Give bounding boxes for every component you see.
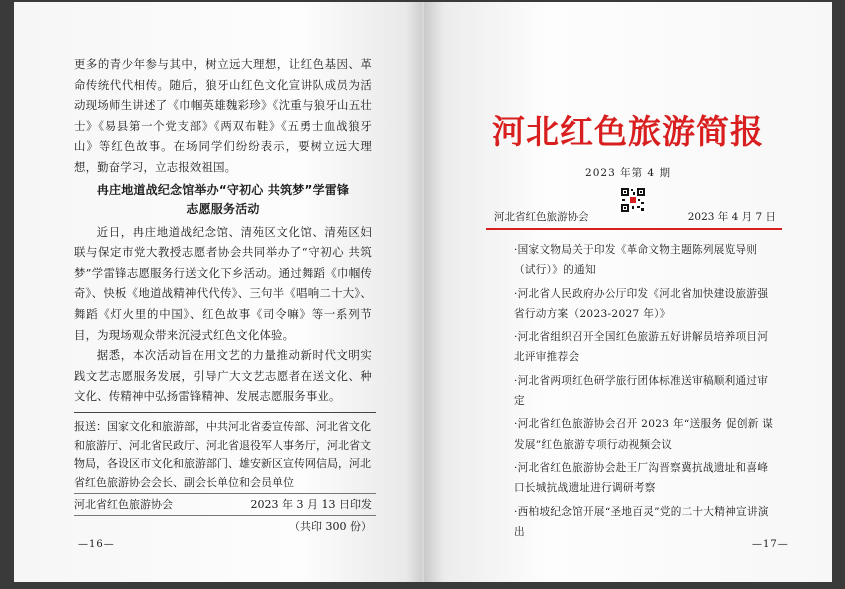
print-info-row bbox=[74, 496, 372, 512]
contents-item: ·西柏坡纪念馆开展“圣地百灵”党的二十大精神宣讲演出 bbox=[514, 505, 769, 538]
left-text-block bbox=[74, 54, 372, 407]
article-title: 冉庄地道战纪念馆举办“守初心 共筑梦”学雷锋 bbox=[96, 182, 350, 197]
publisher-row bbox=[494, 209, 776, 224]
contents-item: ·河北省人民政府办公厅印发《河北省加快建设旅游强省行动方案（2023-2027 年）》 bbox=[514, 287, 769, 320]
paragraph-continued: 更多的青少年参与其中，树立远大理想，让红色基因、革命传统代代相传。随后，狼牙山红色文化宣讲队成员为活动现场师生讲述了《巾帼英雄魏彩珍》《沈重与狼牙山五壮士》《易县第一个党支部》《两双布鞋》《五勇士血战狼牙山》等红色故事。在场同学们纷纷表示，要树立远大理想，勤奋学习，立志报效祖国。 bbox=[74, 57, 372, 174]
left-page bbox=[14, 2, 422, 582]
right-page bbox=[424, 2, 832, 582]
contents-item: ·河北省两项红色研学旅行团体标准送审稿顺利通过审定 bbox=[514, 374, 769, 408]
print-date: 2023 年 3 月 13 日印发 bbox=[250, 498, 372, 511]
contents-item: ·河北省组织召开全国红色旅游五好讲解员培养项目河北评审推荐会 bbox=[514, 331, 769, 364]
page-number: —17— bbox=[752, 539, 789, 550]
issue-date: 2023 年 4 月 7 日 bbox=[687, 211, 776, 223]
contents-item: ·国家文物局关于印发《革命文物主题陈列展览导则（试行）》的通知 bbox=[514, 244, 758, 277]
open-booklet bbox=[14, 2, 832, 582]
publisher-name: 河北省红色旅游协会 bbox=[74, 498, 173, 511]
divider-bottom bbox=[74, 515, 376, 516]
publisher-name: 河北省红色旅游协会 bbox=[494, 211, 589, 223]
masthead-title: 河北红色旅游简报 bbox=[492, 112, 764, 151]
print-copies: （共印 300 份） bbox=[289, 520, 372, 533]
article-subtitle: 志愿服务活动 bbox=[186, 201, 260, 216]
contents-list bbox=[514, 240, 776, 545]
divider-middle bbox=[74, 493, 376, 494]
contents-item: ·河北省红色旅游协会召开 2023 年“送服务 促创新 谋发展”红色旅游专项行动视频会议 bbox=[514, 418, 774, 451]
distribution-list: 报送：国家文化和旅游部，中共河北省委宣传部、河北省文化和旅游厅、河北省民政厅、河北省退役军人事务厅，河北省文物局，各设区市文化和旅游部门、雄安新区宣传网信局，河北省红色旅游协会会长、副会长单位和会员单位 bbox=[74, 420, 371, 489]
page-number: —16— bbox=[78, 539, 115, 550]
article-paragraph: 近日，冉庄地道战纪念馆、清苑区文化馆、清苑区妇联与保定市党大教授志愿者协会共同举办了“守初心 共筑梦”学雷锋志愿服务行送文化下乡活动。通过舞蹈《巾帼传奇》、快板《地道战精神代代传》、三句半《唱响二十大》、舞蹈《灯火里的中国》、红色故事《司令嘛》等一系列节目，为現场观众带来沉浸式红色文化体验。 bbox=[74, 224, 372, 342]
divider-top bbox=[74, 412, 376, 413]
article-paragraph: 据悉，本次活动旨在用文艺的力量推动新时代文明实践文艺志愿服务发展，引导广大文艺志愿者在送文化、种文化、传精神中弘扬雷锋精神、发展志愿服务事业。 bbox=[74, 348, 372, 404]
contents-item: ·河北省红色旅游协会赴王厂沟晋察冀抗战遗址和喜峰口长城抗战遗址进行调研考察 bbox=[514, 461, 769, 495]
issue-number: 2023 年第 4 期 bbox=[585, 167, 671, 179]
red-divider bbox=[486, 228, 782, 230]
